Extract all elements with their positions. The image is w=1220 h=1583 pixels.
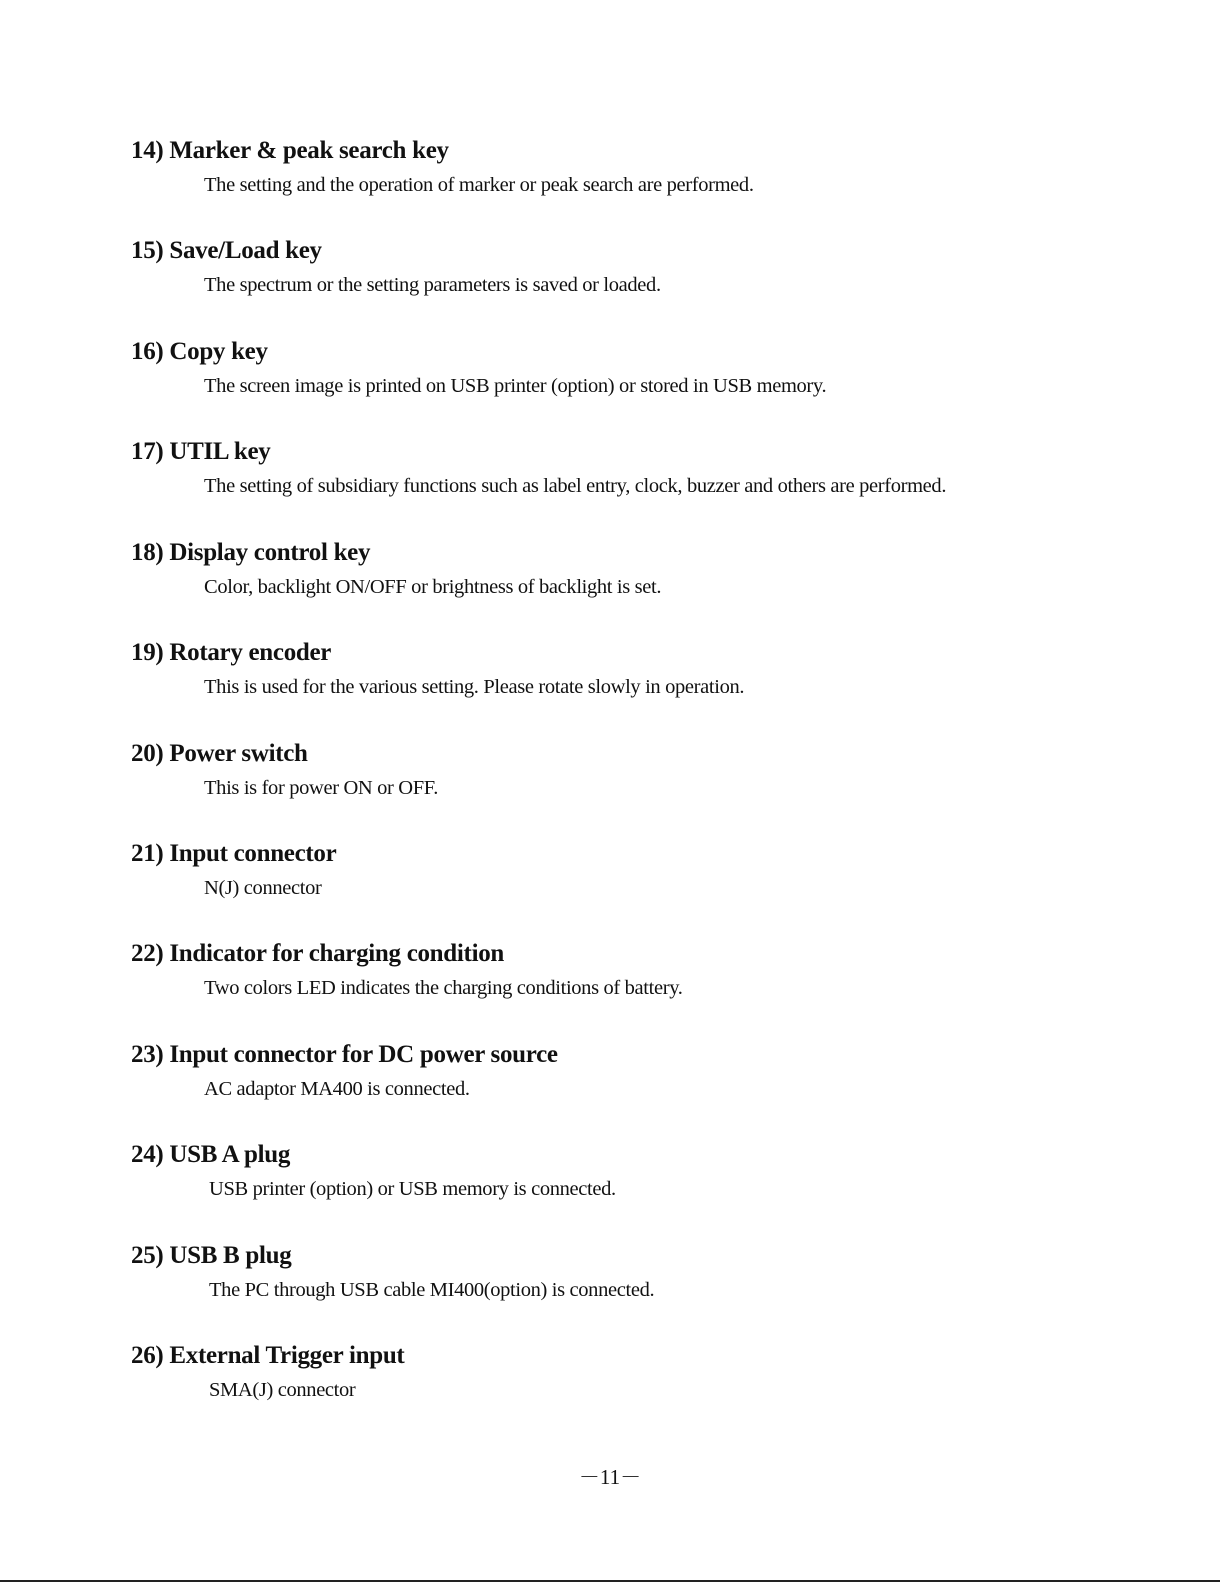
section-usb-a-plug	[131, 1140, 1131, 1202]
section-heading: 16) Copy key	[131, 338, 268, 365]
section-description: This is used for the various setting. Please rotate slowly in operation.	[204, 676, 745, 698]
section-heading: 24) USB A plug	[131, 1141, 291, 1168]
section-save-load-key	[131, 236, 1131, 298]
section-util-key	[131, 437, 1131, 499]
section-marker-peak-search-key	[131, 136, 1131, 198]
page-number: －11－	[578, 1465, 642, 1489]
section-copy-key	[131, 337, 1131, 399]
section-rotary-encoder	[131, 638, 1131, 700]
section-description: SMA(J) connector	[209, 1379, 356, 1401]
section-heading: 20) Power switch	[131, 740, 308, 767]
section-heading: 26) External Trigger input	[131, 1342, 405, 1369]
section-input-connector	[131, 839, 1131, 901]
section-charging-indicator	[131, 939, 1131, 1001]
section-description: The screen image is printed on USB printer (option) or stored in USB memory.	[204, 375, 827, 397]
section-heading: 15) Save/Load key	[131, 237, 322, 264]
section-dc-power-connector	[131, 1040, 1131, 1102]
section-display-control-key	[131, 538, 1131, 600]
section-description: The setting and the operation of marker or peak search are performed.	[204, 174, 754, 196]
section-heading: 22) Indicator for charging condition	[131, 940, 505, 967]
page-bottom-divider	[0, 1580, 1220, 1582]
section-description: USB printer (option) or USB memory is connected.	[209, 1178, 616, 1200]
section-description: The setting of subsidiary functions such as label entry, clock, buzzer and others are performed.	[204, 475, 947, 497]
section-heading: 25) USB B plug	[131, 1242, 292, 1269]
section-description: Two colors LED indicates the charging conditions of battery.	[204, 977, 683, 999]
section-heading: 23) Input connector for DC power source	[131, 1041, 558, 1068]
section-description: AC adaptor MA400 is connected.	[204, 1078, 470, 1100]
section-description: This is for power ON or OFF.	[204, 777, 438, 799]
section-heading: 17) UTIL key	[131, 438, 271, 465]
section-description: N(J) connector	[204, 877, 322, 899]
section-description: The spectrum or the setting parameters is saved or loaded.	[204, 274, 661, 296]
section-heading: 21) Input connector	[131, 840, 337, 867]
section-external-trigger-input	[131, 1341, 1131, 1403]
section-description: Color, backlight ON/OFF or brightness of backlight is set.	[204, 576, 662, 598]
section-description: The PC through USB cable MI400(option) is connected.	[209, 1279, 655, 1301]
section-heading: 14) Marker & peak search key	[131, 137, 449, 164]
section-usb-b-plug	[131, 1241, 1131, 1303]
section-heading: 19) Rotary encoder	[131, 639, 332, 666]
section-power-switch	[131, 739, 1131, 801]
section-heading: 18) Display control key	[131, 539, 371, 566]
